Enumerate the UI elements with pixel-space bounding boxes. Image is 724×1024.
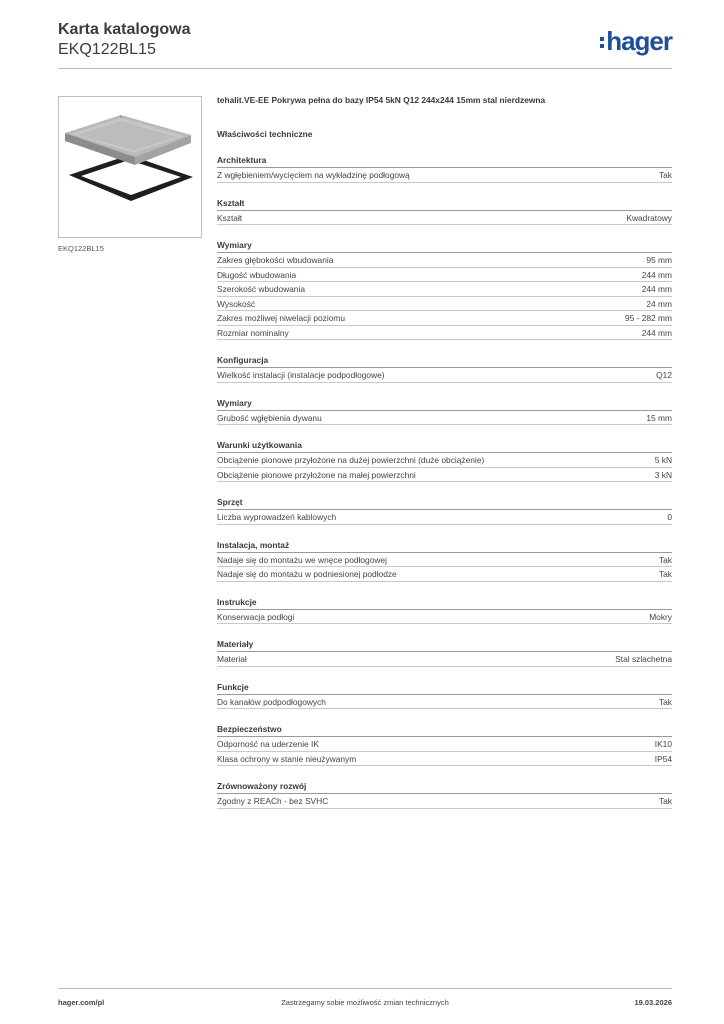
footer-notice: Zastrzegamy sobie możliwość zmian technicznych xyxy=(281,998,449,1007)
section-title: Zrównoważony rozwój xyxy=(217,780,672,794)
property-row xyxy=(217,510,672,525)
property-label: Wysokość xyxy=(217,298,256,309)
property-value: Tak xyxy=(658,569,672,579)
property-label: Liczba wyprowadzeń kablowych xyxy=(217,512,337,522)
property-label: Zakres możliwej niwelacji poziomu xyxy=(217,313,345,323)
property-value: 95 - 282 mm xyxy=(624,313,672,323)
section-title: Funkcje xyxy=(217,681,672,695)
product-description: tehalit.VE-EE Pokrywa pełna do bazy IP54 5kN Q12 244x244 15mm stal nierdzewna xyxy=(217,95,546,105)
property-section xyxy=(217,681,672,710)
property-label: Długość wbudowania xyxy=(217,269,297,280)
property-value: 244 mm xyxy=(641,327,672,338)
property-label: Odporność na uderzenie IK xyxy=(217,739,319,749)
property-value: Tak xyxy=(658,170,672,180)
property-label: Zakres głębokości wbudowania xyxy=(217,255,334,265)
hager-logo xyxy=(600,26,672,56)
properties-list xyxy=(217,154,672,809)
property-value: Mokry xyxy=(649,611,672,622)
property-value: 244 mm xyxy=(641,284,672,294)
property-row xyxy=(217,411,672,426)
property-value: Kwadratowy xyxy=(626,212,672,223)
section-title: Sprzęt xyxy=(217,496,672,510)
image-caption: EKQ122BL15 xyxy=(58,244,104,253)
property-row xyxy=(217,282,672,297)
property-section xyxy=(217,197,672,226)
property-row xyxy=(217,368,672,383)
footer-date: 19.03.2026 xyxy=(634,998,672,1007)
property-value: 3 kN xyxy=(654,469,672,480)
header-divider xyxy=(58,68,672,69)
property-row xyxy=(217,211,672,226)
property-value: 5 kN xyxy=(654,455,672,465)
property-value: Stal szlachetna xyxy=(615,654,672,664)
property-label: Kształt xyxy=(217,212,243,223)
floor-box-cover-image-icon xyxy=(59,97,201,237)
section-title: Wymiary xyxy=(217,239,672,253)
property-value: 0 xyxy=(667,512,672,522)
property-value: IK10 xyxy=(654,739,672,749)
property-row xyxy=(217,468,672,483)
page-header xyxy=(58,20,672,68)
section-title: Konfiguracja xyxy=(217,354,672,368)
property-label: Szerokość wbudowania xyxy=(217,284,305,294)
property-row xyxy=(217,311,672,326)
property-label: Obciążenie pionowe przyłożone na małej powierzchni xyxy=(217,469,416,480)
property-value: 15 mm xyxy=(646,412,672,423)
property-section xyxy=(217,239,672,340)
property-row xyxy=(217,794,672,809)
section-title: Instalacja, montaż xyxy=(217,539,672,553)
property-label: Z wgłębieniem/wycięciem na wykładzinę podłogową xyxy=(217,170,410,180)
property-section xyxy=(217,723,672,766)
property-section xyxy=(217,638,672,667)
property-label: Zgodny z REACh - bez SVHC xyxy=(217,796,329,806)
property-row xyxy=(217,737,672,752)
property-section xyxy=(217,354,672,383)
product-image xyxy=(58,96,202,238)
property-row xyxy=(217,610,672,625)
footer-divider xyxy=(58,988,672,989)
property-section xyxy=(217,439,672,482)
property-section xyxy=(217,496,672,525)
property-row xyxy=(217,652,672,667)
section-title: Architektura xyxy=(217,154,672,168)
property-value: Tak xyxy=(658,796,672,806)
logo-text: hager xyxy=(606,26,672,56)
property-section xyxy=(217,539,672,582)
property-label: Nadaje się do montażu w podniesionej podłodze xyxy=(217,569,397,579)
property-row xyxy=(217,297,672,312)
property-value: 24 mm xyxy=(646,298,672,309)
property-row xyxy=(217,567,672,582)
section-title: Instrukcje xyxy=(217,596,672,610)
property-row xyxy=(217,168,672,183)
property-row xyxy=(217,326,672,341)
property-row xyxy=(217,695,672,710)
property-row xyxy=(217,453,672,468)
property-value: Tak xyxy=(658,554,672,565)
property-label: Do kanałów podpodłogowych xyxy=(217,696,326,707)
property-label: Grubość wgłębienia dywanu xyxy=(217,412,322,423)
section-title: Wymiary xyxy=(217,397,672,411)
property-value: Q12 xyxy=(656,370,672,380)
property-section xyxy=(217,780,672,809)
property-value: 244 mm xyxy=(641,269,672,280)
technical-properties-title: Właściwości techniczne xyxy=(217,129,313,139)
footer-url[interactable]: hager.com/pl xyxy=(58,998,105,1007)
property-value: IP54 xyxy=(654,753,672,764)
property-row xyxy=(217,253,672,268)
page-title: Karta katalogowa xyxy=(58,21,191,38)
property-label: Obciążenie pionowe przyłożone na dużej powierzchni (duże obciążenie) xyxy=(217,455,485,465)
property-label: Rozmiar nominalny xyxy=(217,327,289,338)
property-section xyxy=(217,397,672,426)
property-label: Materiał xyxy=(217,654,247,664)
logo-dots-icon xyxy=(600,30,604,52)
section-title: Warunki użytkowania xyxy=(217,439,672,453)
property-value: Tak xyxy=(658,696,672,707)
property-value: 95 mm xyxy=(646,255,672,265)
property-section xyxy=(217,596,672,625)
property-label: Wielkość instalacji (instalacje podpodłogowe) xyxy=(217,370,385,380)
property-label: Klasa ochrony w stanie nieużywanym xyxy=(217,753,357,764)
product-details xyxy=(217,94,672,823)
section-title: Bezpieczeństwo xyxy=(217,723,672,737)
property-row xyxy=(217,553,672,568)
property-section xyxy=(217,154,672,183)
product-code: EKQ122BL15 xyxy=(58,41,156,58)
property-row xyxy=(217,268,672,283)
property-label: Konserwacja podłogi xyxy=(217,611,295,622)
section-title: Kształt xyxy=(217,197,672,211)
section-title: Materiały xyxy=(217,638,672,652)
property-label: Nadaje się do montażu we wnęce podłogowej xyxy=(217,554,387,565)
property-row xyxy=(217,752,672,767)
